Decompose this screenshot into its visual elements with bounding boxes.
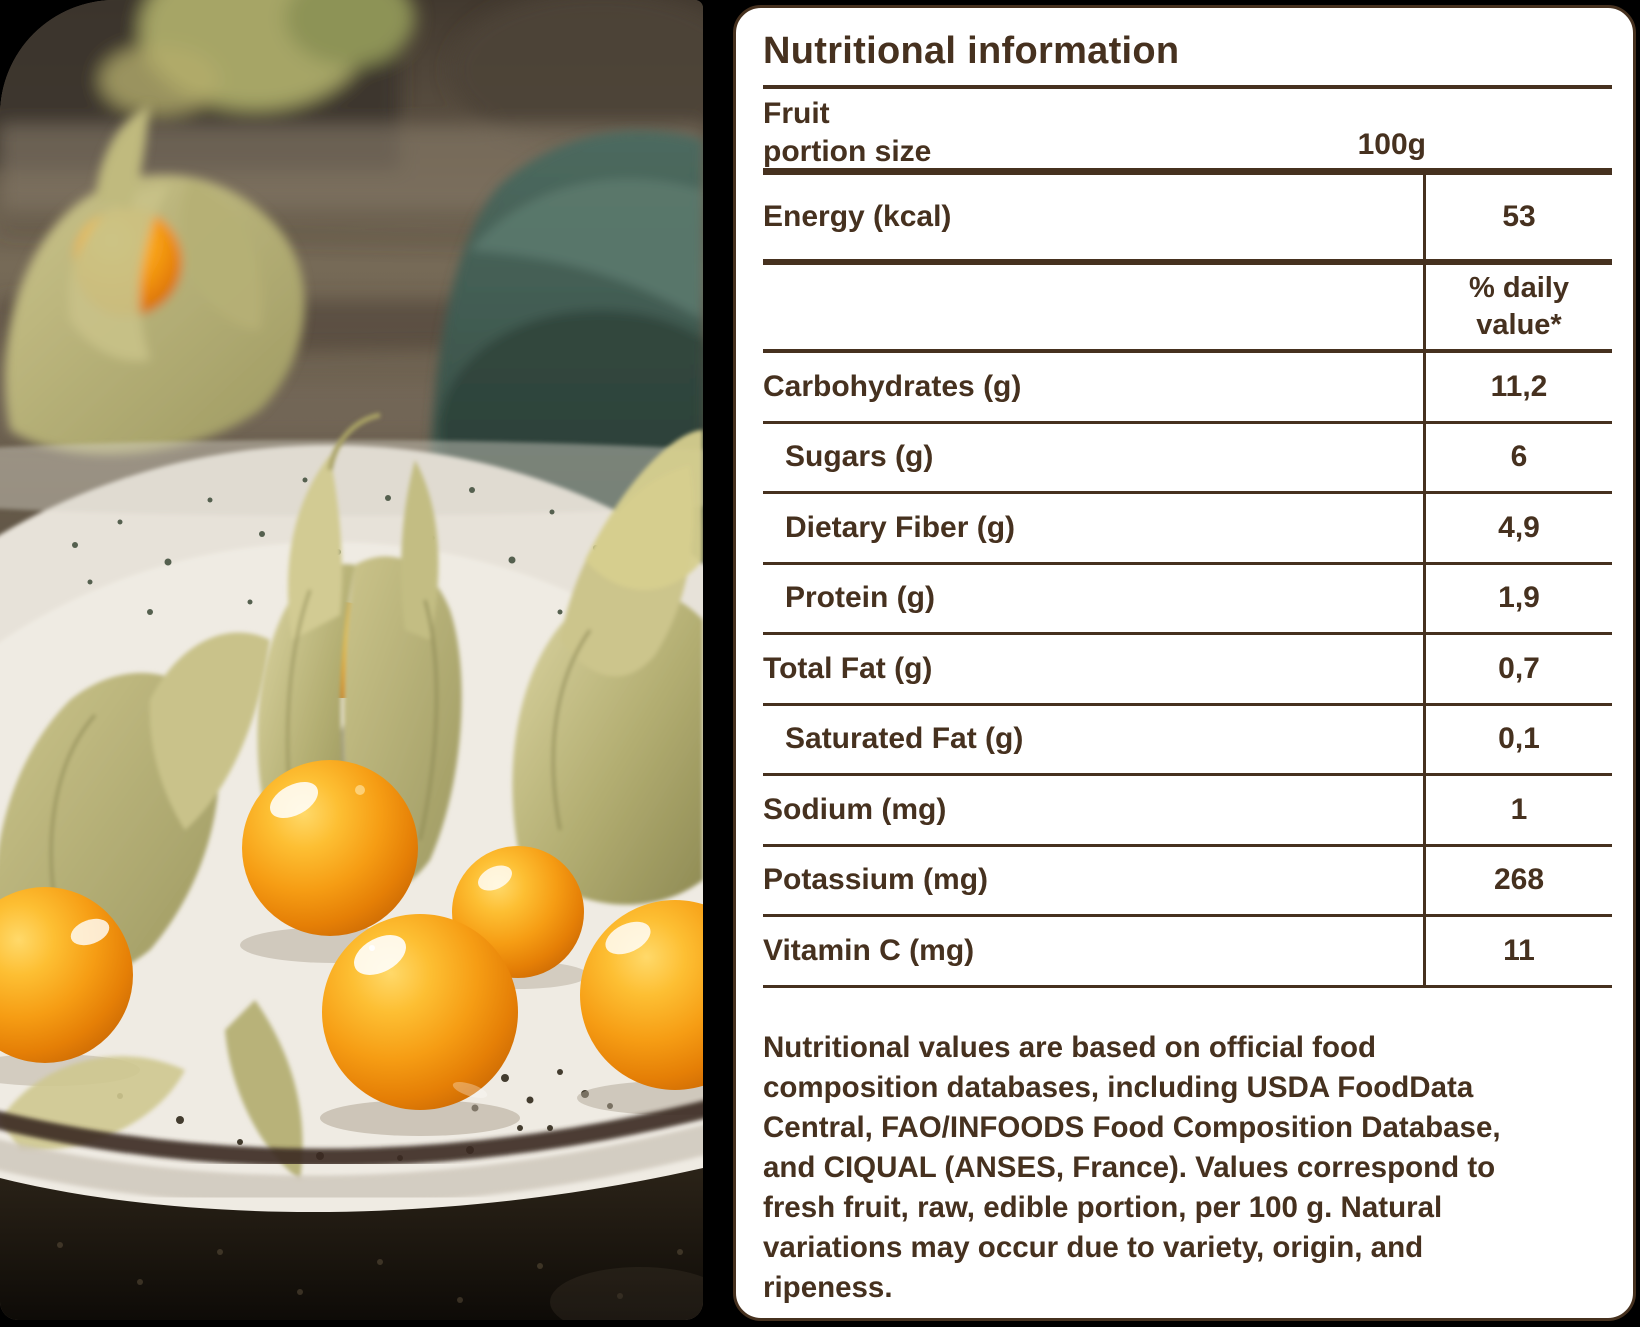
nutrient-row: [763, 847, 1612, 918]
nutrient-row: [763, 917, 1612, 988]
daily-value-header-row: [763, 265, 1612, 353]
nutrient-label: Saturated Fat (g): [785, 722, 1024, 756]
nutrient-value: 268: [1423, 847, 1612, 915]
nutrient-value: 1: [1423, 776, 1612, 844]
nutrient-value: 0,1: [1423, 706, 1612, 774]
nutrient-value: 11,2: [1423, 353, 1612, 421]
nutrient-row: [763, 353, 1612, 424]
nutrient-label: Total Fat (g): [763, 651, 933, 685]
energy-row: [763, 175, 1612, 265]
nutrient-label: Energy (kcal): [763, 200, 952, 233]
nutrient-value: 0,7: [1423, 635, 1612, 703]
portion-label-line1: Fruit: [763, 97, 830, 130]
nutrient-label: Sugars (g): [785, 440, 934, 474]
nutrient-label: Dietary Fiber (g): [785, 510, 1016, 544]
daily-value-header-line2: value*: [1476, 309, 1562, 341]
daily-value-header-line1: % daily: [1469, 272, 1569, 304]
empty-cell: [763, 265, 1423, 349]
nutrient-label: Vitamin C (mg): [763, 933, 975, 967]
sources-footnote: Nutritional values are based on official food composition databases, including USDA FoodData Central, FAO/INFOODS Food Composition Database, and CIQUAL (ANSES, France). Values correspond to fresh fruit, raw, edible portion, per 100 g. Natural variations may occur due to variety, origin, and ripeness.: [763, 1030, 1501, 1304]
nutrient-row: [763, 706, 1612, 777]
daily-value-header: [1423, 265, 1612, 349]
portion-row: [763, 89, 1612, 168]
nutrient-label: Sodium (mg): [763, 792, 947, 826]
portion-size-value: 100g: [1357, 128, 1426, 161]
nutrient-label: Protein (g): [785, 581, 935, 615]
nutrition-card: [733, 5, 1636, 1321]
nutrient-value: 6: [1423, 424, 1612, 492]
nutrient-row: [763, 565, 1612, 636]
nutrient-row: [763, 776, 1612, 847]
nutrient-row: [763, 635, 1612, 706]
fruit-photo: [0, 0, 703, 1320]
nutrient-row: [763, 494, 1612, 565]
nutrient-label: Carbohydrates (g): [763, 369, 1022, 403]
nutrient-value: 1,9: [1423, 565, 1612, 633]
nutrient-row: [763, 424, 1612, 495]
physalis-photo-illustration: [0, 0, 703, 1320]
nutrient-value: 4,9: [1423, 494, 1612, 562]
card-title: Nutritional information: [763, 30, 1180, 72]
nutrient-label: Potassium (mg): [763, 863, 989, 897]
portion-label-line2: portion size: [763, 135, 932, 168]
nutrient-value: 53: [1423, 175, 1612, 259]
nutrient-value: 11: [1423, 917, 1612, 985]
